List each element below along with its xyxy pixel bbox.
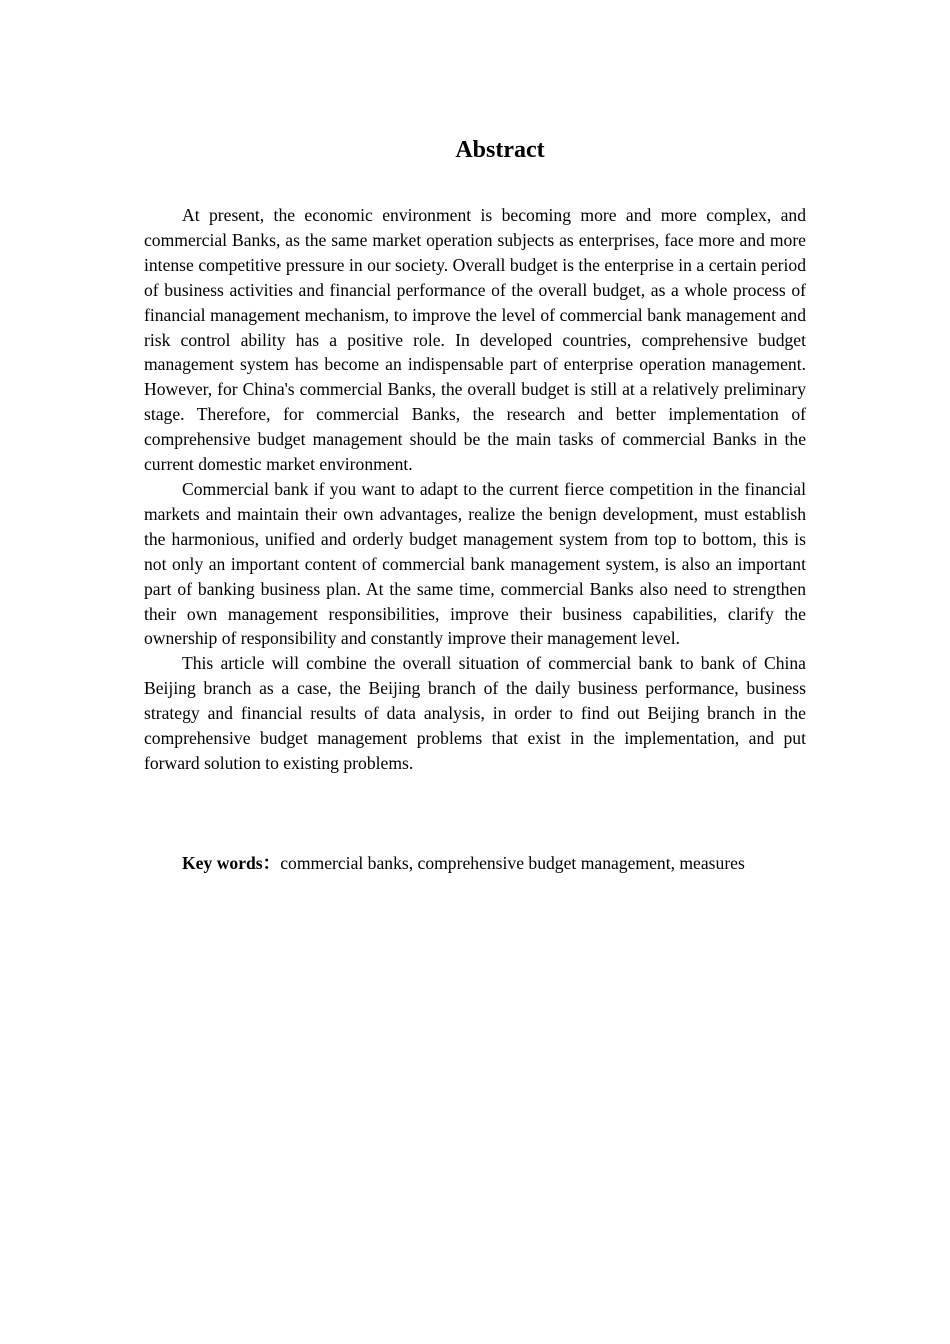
abstract-paragraph-1: At present, the economic environment is becoming more and more complex, and commercial Banks, as the same market operation subjects as enterprises, face more and more intense competitive pressure in our society. Overall budget is the enterprise in a certain period of business activities and financial performance of the overall budget, as a whole process of financial management mechanism, to improve the level of commercial bank management and risk control ability has a positive role. In developed countries, comprehensive budget management system has become an indispensable part of enterprise operation management. However, for China's commercial Banks, the overall budget is still at a relatively preliminary stage. Therefore, for commercial Banks, the research and better implementation of comprehensive budget management should be the main tasks of commercial Banks in the current domestic market environment. [144,205,806,475]
keywords-line [182,851,745,876]
abstract-title: Abstract [455,137,545,163]
abstract-body [144,203,806,776]
keywords-text: commercial banks, comprehensive budget management, measures [280,853,745,873]
keywords-label: Key words： [182,853,281,873]
abstract-paragraph-3: This article will combine the overall situation of commercial bank to bank of China Beijing branch as a case, the Beijing branch of the daily business performance, business strategy and financial results of data analysis, in order to find out Beijing branch in the comprehensive budget management problems that exist in the implementation, and put forward solution to existing problems. [144,653,806,773]
abstract-paragraph-2: Commercial bank if you want to adapt to the current fierce competition in the financial markets and maintain their own advantages, realize the benign development, must establish the harmonious, unified and orderly budget management system from top to bottom, this is not only an important content of commercial bank management system, is also an important part of banking business plan. At the same time, commercial Banks also need to strengthen their own management responsibilities, improve their business capabilities, clarify the ownership of responsibility and constantly improve their management level. [144,478,806,649]
